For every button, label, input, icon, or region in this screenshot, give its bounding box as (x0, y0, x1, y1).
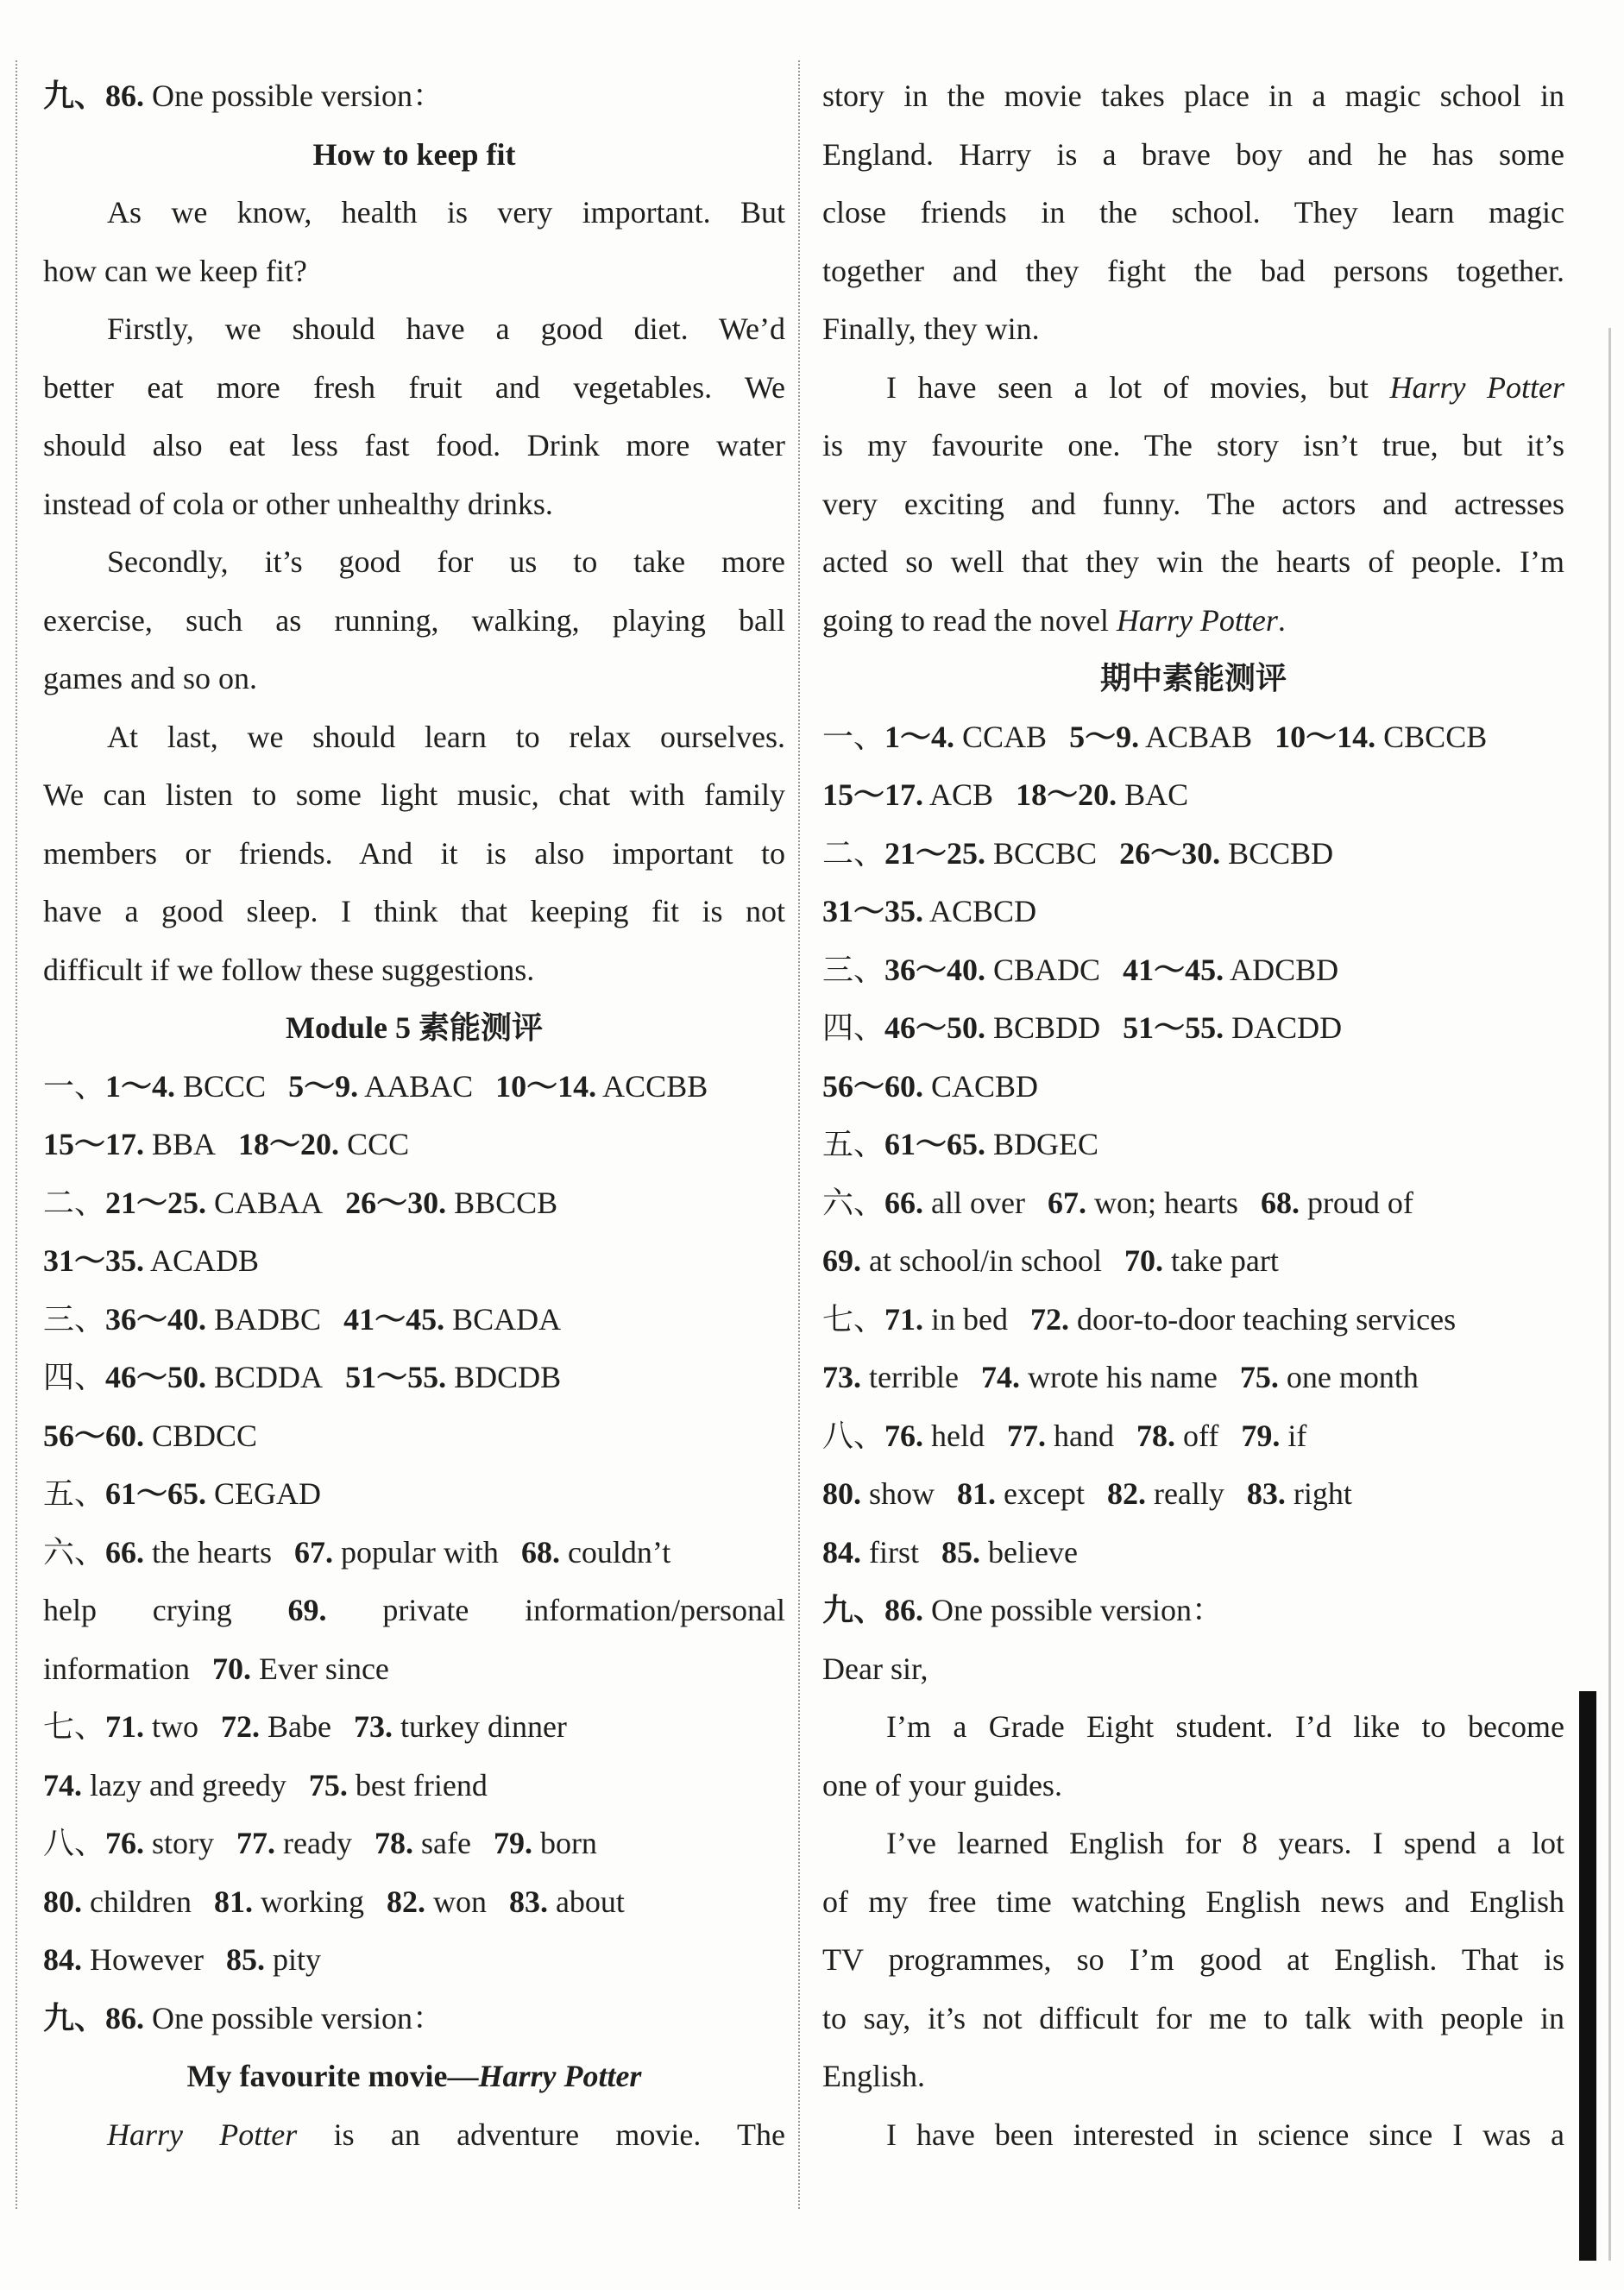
essay-line: Firstly, we should have a good diet. We’d (107, 311, 785, 346)
essay-line: England. Harry is a brave boy and he has some (822, 136, 1564, 172)
essay-line: is my favourite one. The story isn’t true, but it’s (822, 428, 1564, 462)
answer-row: 74. lazy and greedy 75. best friend (43, 1767, 488, 1802)
answer-row: 80. children 81. working 82. won 83. about (43, 1884, 625, 1919)
letter-line: I’m a Grade Eight student. I’d like to become (886, 1709, 1564, 1744)
answer-row: 56～60. CACBD (822, 1068, 1039, 1104)
essay-line: together and they fight the bad persons together. (822, 253, 1564, 288)
section-title-module5: Module 5 素能测评 (285, 1010, 543, 1045)
essay-line: Finally, they win. (822, 311, 1040, 346)
right-column (822, 67, 1564, 2164)
answer-row: 31～35. ACBCD (822, 894, 1037, 928)
answer-row: 84. first 85. believe (822, 1534, 1078, 1570)
letter-line: of my free time watching English news and English (822, 1884, 1564, 1919)
answer-row: 五、61～65. CEGAD (43, 1476, 322, 1511)
answer-row: 七、71. in bed 72. door-to-door teaching services (822, 1301, 1457, 1337)
left-column (43, 67, 785, 2164)
essay-heading: 九、86. One possible version： (822, 1593, 1223, 1627)
answer-row: 三、36～40. BADBC 41～45. BCADA (43, 1301, 562, 1337)
letter-line: one of your guides. (822, 1767, 1062, 1802)
letter-line: I have been interested in science since I was a (886, 2117, 1564, 2152)
answer-row: 31～35. ACADB (43, 1243, 260, 1278)
page-edge-bar (1579, 1691, 1596, 2261)
letter-line: TV programmes, so I’m good at English. That is (822, 1942, 1564, 1977)
essay-line: games and so on. (43, 661, 257, 695)
left-margin-rule (16, 60, 17, 2209)
answer-row: 80. show 81. except 82. really 83. right (822, 1476, 1352, 1511)
essay-line: I have seen a lot of movies, but Harry Potter (886, 369, 1564, 405)
answer-row: 二、21～25. BCCBC 26～30. BCCBD (822, 835, 1334, 871)
answer-row: help crying 69. private information/personal (43, 1593, 785, 1627)
essay-line: exercise, such as running, walking, playing ball (43, 602, 785, 638)
answer-row: 二、21～25. CABAA 26～30. BBCCB (43, 1185, 558, 1220)
essay-line: instead of cola or other unhealthy drinks. (43, 486, 553, 521)
essay-title: My favourite movie—Harry Potter (186, 2059, 642, 2093)
answer-row: 73. terrible 74. wrote his name 75. one month (822, 1360, 1419, 1394)
letter-line: Dear sir, (822, 1651, 928, 1686)
answer-row: 六、66. the hearts 67. popular with 68. couldn’t (43, 1534, 671, 1570)
essay-line: have a good sleep. I think that keeping fit is not (43, 894, 785, 928)
essay-heading: 九、86. One possible version： (43, 79, 444, 113)
essay-line: should also eat less fast food. Drink more water (43, 428, 785, 462)
essay-line: members or friends. And it is also important to (43, 835, 785, 871)
essay-line: We can listen to some light music, chat with family (43, 777, 785, 812)
page-edge-shadow (1608, 328, 1611, 2261)
essay-line: Harry Potter is an adventure movie. The (107, 2117, 785, 2152)
essay-line: very exciting and funny. The actors and actresses (822, 486, 1564, 521)
essay-line: better eat more fresh fruit and vegetables. We (43, 369, 785, 405)
letter-line: I’ve learned English for 8 years. I spend a lot (886, 1826, 1564, 1860)
essay-line: difficult if we follow these suggestions. (43, 952, 535, 987)
letter-line: to say, it’s not difficult for me to talk with people in (822, 2000, 1564, 2035)
essay-line: going to read the novel Harry Potter. (822, 602, 1286, 638)
answer-row: 84. However 85. pity (43, 1942, 321, 1977)
answer-row: 五、61～65. BDGEC (822, 1127, 1099, 1161)
answer-row: 八、76. story 77. ready 78. safe 79. born (43, 1826, 597, 1860)
essay-heading: 九、86. One possible version： (43, 2000, 444, 2035)
essay-title: How to keep fit (312, 136, 516, 172)
answer-row: 七、71. two 72. Babe 73. turkey dinner (43, 1709, 567, 1744)
answer-row: 四、46～50. BCBDD 51～55. DACDD (822, 1010, 1343, 1045)
column-divider (798, 60, 800, 2209)
letter-line: English. (822, 2059, 926, 2093)
answer-row: 一、1～4. BCCC 5～9. AABAC 10～14. ACCBB (43, 1068, 708, 1104)
answer-row: 15～17. ACB 18～20. BAC (822, 777, 1189, 812)
essay-line: Secondly, it’s good for us to take more (107, 544, 785, 579)
answer-row: 一、1～4. CCAB 5～9. ACBAB 10～14. CBCCB (822, 719, 1488, 754)
answer-row: 56～60. CBDCC (43, 1418, 258, 1453)
answer-row: information 70. Ever since (43, 1651, 389, 1686)
answer-row: 八、76. held 77. hand 78. off 79. if (822, 1418, 1307, 1453)
essay-line: close friends in the school. They learn magic (822, 195, 1564, 230)
essay-line: At last, we should learn to relax ourselves. (107, 719, 785, 754)
answer-row: 三、36～40. CBADC 41～45. ADCBD (822, 952, 1339, 987)
answer-row: 四、46～50. BCDDA 51～55. BDCDB (43, 1360, 562, 1394)
answer-row: 69. at school/in school 70. take part (822, 1243, 1279, 1278)
essay-line: acted so well that they win the hearts of people. I’m (822, 544, 1564, 579)
essay-line: how can we keep fit? (43, 253, 307, 288)
answer-row: 六、66. all over 67. won; hearts 68. proud of (822, 1185, 1413, 1220)
section-title-midterm: 期中素能测评 (1099, 661, 1287, 695)
essay-line: As we know, health is very important. But (107, 195, 785, 230)
answer-row: 15～17. BBA 18～20. CCC (43, 1127, 410, 1161)
essay-line: story in the movie takes place in a magic school in (822, 79, 1564, 113)
